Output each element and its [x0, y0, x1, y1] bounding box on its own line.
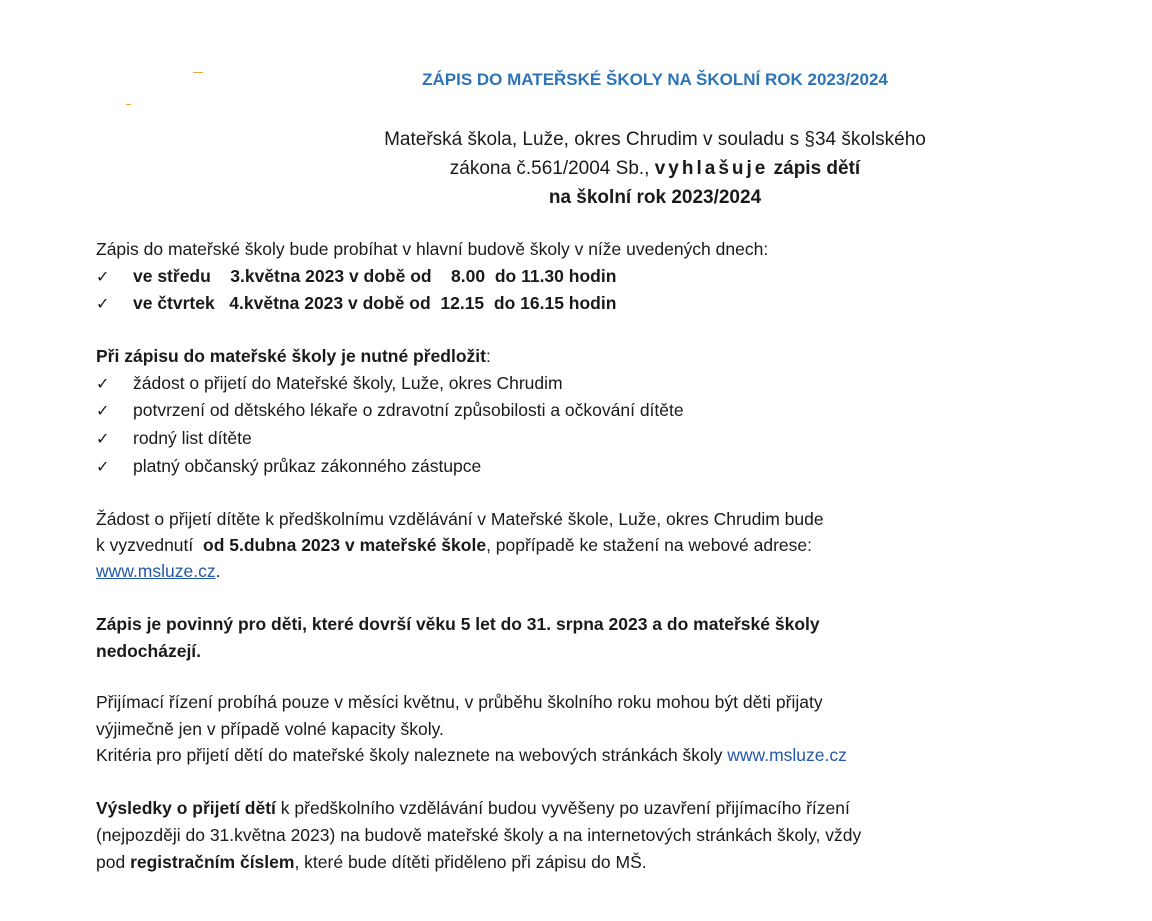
admission-text: Přijímací řízení probíhá pouze v měsíci květnu, v průběhu školního roku mohou být děti přijaty [96, 692, 823, 712]
results-text: (nejpozději do 31.května 2023) na budově mateřské školy a na internetových stránkách školy, vždy [96, 825, 862, 845]
application-text: Žádost o přijetí dítěte k předškolnímu vzdělávání v Mateřské škole, Luže, okres Chrudim bude [96, 509, 824, 529]
results-text: Výsledky o přijetí dětí k předškolního vzdělávání budou vyvěšeny po uzavření přijímacího řízení [96, 798, 850, 818]
announcement-intro [300, 125, 1010, 212]
documents-heading: Při zápisu do mateřské školy je nutné předložit: [96, 346, 491, 366]
results-text: pod registračním číslem, které bude dítěti přiděleno při zápisu do MŠ. [96, 852, 647, 872]
schedule-item: ✓ ve středu 3.května 2023 v době od 8.00 do 11.30 hodin [96, 263, 616, 291]
checkmark-icon: ✓ [96, 296, 110, 313]
checkmark-icon: ✓ [96, 403, 110, 420]
checkmark-icon: ✓ [96, 376, 110, 393]
document-item: ✓ potvrzení od dětského lékaře o zdravotní způsobilosti a očkování dítěte [96, 397, 684, 425]
document-item: ✓ platný občanský průkaz zákonného zástupce [96, 453, 481, 481]
admission-criteria: Kritéria pro přijetí dětí do mateřské školy naleznete na webových stránkách školy www.msluze.cz [96, 745, 847, 765]
application-text: k vyzvednutí od 5.dubna 2023 v mateřské škole, popřípadě ke stažení na webové adrese: [96, 535, 812, 555]
application-link-line: www.msluze.cz. [96, 561, 221, 581]
mandatory-notice: nedocházejí. [96, 641, 202, 661]
document-title: ZÁPIS DO MATEŘSKÉ ŠKOLY NA ŠKOLNÍ ROK 2023/2024 [422, 70, 888, 89]
document-item: ✓ žádost o přijetí do Mateřské školy, Luže, okres Chrudim [96, 370, 563, 398]
schedule-intro: Zápis do mateřské školy bude probíhat v hlavní budově školy v níže uvedených dnech: [96, 239, 769, 259]
document-item: ✓ rodný list dítěte [96, 425, 252, 453]
checkmark-icon: ✓ [96, 459, 110, 476]
checkmark-icon: ✓ [96, 431, 110, 448]
intro-line: na školní rok 2023/2024 [548, 187, 762, 208]
intro-line: zákona č.561/2004 Sb., vyhlašuje zápis dětí [449, 158, 861, 179]
schedule-item: ✓ ve čtvrtek 4.května 2023 v době od 12.15 do 16.15 hodin [96, 290, 616, 318]
mandatory-notice: Zápis je povinný pro děti, které dovrší věku 5 let do 31. srpna 2023 a do mateřské školy [96, 614, 820, 634]
website-link[interactable]: www.msluze.cz [727, 745, 847, 765]
admission-text: výjimečně jen v případě volné kapacity školy. [96, 719, 444, 739]
announcement-verb: vyhlašuje [654, 158, 769, 179]
checkmark-icon: ✓ [96, 269, 110, 286]
decorative-mark [126, 104, 131, 105]
website-link[interactable]: www.msluze.cz [96, 561, 216, 581]
intro-line: Mateřská škola, Luže, okres Chrudim v souladu s §34 školského [384, 129, 926, 150]
